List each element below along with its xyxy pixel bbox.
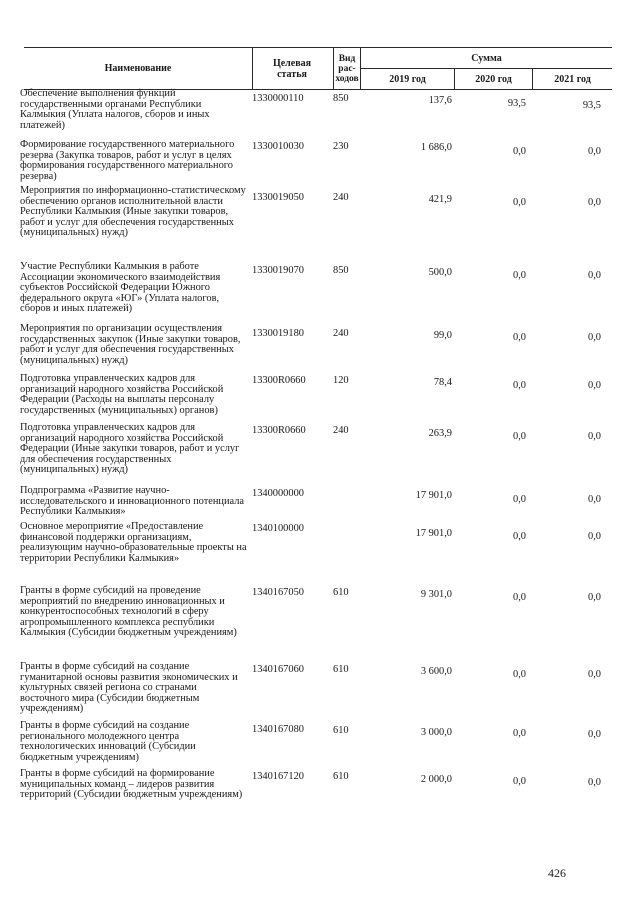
row-name: Гранты в форме субсидий на создание гуманитарной основы развития экономических и культурных связей региона со странами восточного мира (Субсидии бюджетным учреждениям) xyxy=(20,661,238,715)
row-sum-2019: 3 000,0 xyxy=(420,727,452,738)
row-type: 610 xyxy=(333,587,349,598)
row-sum-2019: 421,9 xyxy=(428,194,452,205)
row-code: 1340167080 xyxy=(252,724,304,735)
row-sum-2020: 0,0 xyxy=(513,669,526,680)
row-sum-2019: 263,9 xyxy=(428,428,452,439)
row-name: Формирование государственного материального резерва (Закупка товаров, работ и услуг в целях формирования государственного материального резерва) xyxy=(20,139,235,182)
row-sum-2021: 0,0 xyxy=(588,592,601,603)
row-name: Обеспечение выполнения функций государственными органами Республики Калмыкия (Уплата налогов, сборов и иных платежей) xyxy=(20,88,210,131)
row-sum-2021: 93,5 xyxy=(582,100,601,111)
row-sum-2021: 0,0 xyxy=(588,270,601,281)
row-sum-2019: 3 600,0 xyxy=(420,666,452,677)
row-sum-2019: 78,4 xyxy=(433,377,452,388)
row-code: 1330019050 xyxy=(252,192,304,203)
row-type: 610 xyxy=(333,771,349,782)
header-name: Наименование xyxy=(104,63,172,74)
row-type: 230 xyxy=(333,141,349,152)
row-code: 1330010030 xyxy=(252,141,304,152)
row-type: 610 xyxy=(333,725,349,736)
row-type: 240 xyxy=(333,425,349,436)
row-type: 850 xyxy=(333,93,349,104)
row-sum-2020: 93,5 xyxy=(507,98,526,109)
row-name: Гранты в форме субсидий на формирование муниципальных команд – лидеров развития территорий (Субсидии бюджетным учреждениям) xyxy=(20,768,243,801)
header-2021: 2021 год xyxy=(554,73,591,85)
row-sum-2020: 0,0 xyxy=(513,380,526,391)
row-name: Подпрограмма «Развитие научно-исследовательского и инновационного потенциала Республики Калмыкия» xyxy=(20,485,245,518)
row-code: 1340167050 xyxy=(252,587,304,598)
page-number: 426 xyxy=(548,866,566,880)
row-sum-2021: 0,0 xyxy=(588,380,601,391)
row-sum-2020: 0,0 xyxy=(513,146,526,157)
header-code: Целевая статья xyxy=(272,57,312,80)
header-2019: 2019 год xyxy=(389,73,426,85)
row-code: 13300R0660 xyxy=(252,425,306,436)
row-sum-2021: 0,0 xyxy=(588,431,601,442)
row-sum-2021: 0,0 xyxy=(588,197,601,208)
row-code: 1340100000 xyxy=(252,523,304,534)
row-sum-2021: 0,0 xyxy=(588,777,601,788)
row-code: 1330000110 xyxy=(252,93,304,104)
header-2020: 2020 год xyxy=(475,73,512,85)
header-type: Вид рас- ходов xyxy=(335,53,359,84)
row-name: Основное мероприятие «Предоставление финансовой поддержки организациям, реализующим научно-образовательные проекты на территории Республики Калмыкия» xyxy=(20,521,247,564)
row-sum-2020: 0,0 xyxy=(513,531,526,542)
row-sum-2020: 0,0 xyxy=(513,592,526,603)
row-name: Участие Республики Калмыкия в работе Ассоциации экономического взаимодействия субъектов Российской Федерации Южного федерального округа «ЮГ» (Уплата налогов, сборов и иных платежей) xyxy=(20,261,221,315)
row-sum-2021: 0,0 xyxy=(588,494,601,505)
row-sum-2019: 137,6 xyxy=(428,95,452,106)
row-sum-2020: 0,0 xyxy=(513,332,526,343)
row-name: Подготовка управленческих кадров для организаций народного хозяйства Российской Федерации (Иные закупки товаров, работ и услуг для обеспечения государственных (муниципальных) нужд) xyxy=(20,422,240,476)
row-type: 240 xyxy=(333,328,349,339)
row-sum-2021: 0,0 xyxy=(588,531,601,542)
row-sum-2021: 0,0 xyxy=(588,332,601,343)
row-sum-2021: 0,0 xyxy=(588,729,601,740)
row-sum-2020: 0,0 xyxy=(513,728,526,739)
row-code: 1340000000 xyxy=(252,488,304,499)
row-sum-2019: 500,0 xyxy=(428,267,452,278)
row-type: 610 xyxy=(333,664,349,675)
row-code: 13300R0660 xyxy=(252,375,306,386)
row-sum-2019: 99,0 xyxy=(433,330,452,341)
row-sum-2021: 0,0 xyxy=(588,146,601,157)
row-name: Мероприятия по информационно-статистическому обеспечению органов исполнительной власти Республики Калмыкия (Иные закупки товаров, работ и услуг для обеспечения государственных (муниципальных) нужд) xyxy=(20,185,246,239)
row-name: Гранты в форме субсидий на создание регионального молодежного центра технологических инноваций (Субсидии бюджетным учреждениям) xyxy=(20,720,196,763)
row-type: 120 xyxy=(333,375,349,386)
row-sum-2019: 9 301,0 xyxy=(420,589,452,600)
row-code: 1340167060 xyxy=(252,664,304,675)
row-type: 240 xyxy=(333,192,349,203)
row-sum-2020: 0,0 xyxy=(513,776,526,787)
row-sum-2019: 17 901,0 xyxy=(415,528,452,539)
row-sum-2020: 0,0 xyxy=(513,270,526,281)
row-sum-2019: 1 686,0 xyxy=(420,142,452,153)
row-sum-2020: 0,0 xyxy=(513,197,526,208)
row-type: 850 xyxy=(333,265,349,276)
row-sum-2019: 2 000,0 xyxy=(420,774,452,785)
row-sum-2020: 0,0 xyxy=(513,431,526,442)
row-code: 1330019180 xyxy=(252,328,304,339)
row-sum-2020: 0,0 xyxy=(513,494,526,505)
row-sum-2021: 0,0 xyxy=(588,669,601,680)
row-name: Гранты в форме субсидий на проведение мероприятий по внедрению инновационных и конкурентоспособных технологий в сферу агропромышленного комплекса республики Калмыкия (Субсидии бюджетным учреждениям) xyxy=(20,585,237,639)
row-name: Мероприятия по организации осуществления государственных закупок (Иные закупки товаров, работ и услуг для обеспечения государственных (муниципальных) нужд) xyxy=(20,323,241,366)
row-name: Подготовка управленческих кадров для организаций народного хозяйства Российской Федерации (Расходы на выплаты персоналу государственных (муниципальных) органов) xyxy=(20,373,224,416)
header-sum: Сумма xyxy=(471,52,502,64)
row-sum-2019: 17 901,0 xyxy=(415,490,452,501)
row-code: 1340167120 xyxy=(252,771,304,782)
row-code: 1330019070 xyxy=(252,265,304,276)
